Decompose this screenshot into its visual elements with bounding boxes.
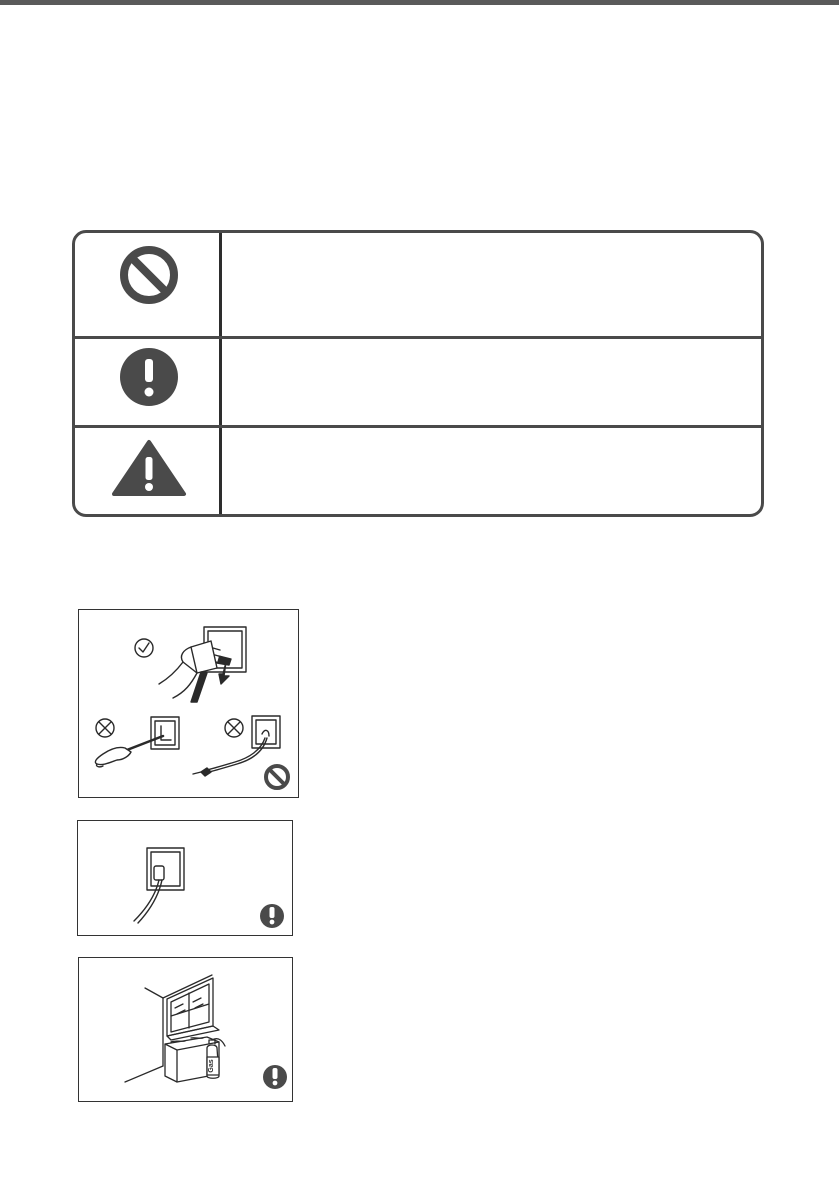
mandatory-icon: [75, 339, 222, 428]
legend-icon-cell: [75, 339, 222, 425]
wall-socket: [252, 716, 280, 748]
plug-fully-inserted-illustration: [77, 820, 293, 936]
warning-icon: [75, 428, 222, 514]
legend-text: [225, 233, 761, 336]
unplug-by-plug-illustration: [78, 609, 299, 798]
cross-circle-icon: [96, 719, 114, 737]
legend-text: [225, 428, 761, 514]
hand-with-tool: [95, 736, 163, 767]
mandatory-icon: [263, 1065, 287, 1089]
cross-circle-icon: [225, 719, 243, 737]
prohibition-icon: [266, 766, 288, 788]
symbol-legend-table: [72, 230, 764, 517]
check-circle-icon: [135, 639, 153, 657]
legend-row-mandatory: [75, 339, 761, 428]
svg-text:Gas: Gas: [208, 1059, 215, 1073]
mandatory-icon: [260, 904, 284, 928]
top-rule: [0, 0, 839, 5]
gas-label: [207, 1057, 219, 1075]
wall-socket: [151, 717, 179, 749]
gas-leak-window-illustration: [78, 957, 293, 1102]
open-window: [167, 978, 219, 1040]
legend-text: [225, 339, 761, 425]
legend-row-warning: [75, 428, 761, 514]
legend-icon-cell: [75, 233, 222, 336]
wall-socket: [147, 848, 184, 890]
legend-row-prohibition: [75, 233, 761, 339]
prohibition-icon: [75, 233, 222, 339]
legend-icon-cell: [75, 428, 222, 514]
power-cord: [134, 880, 162, 923]
